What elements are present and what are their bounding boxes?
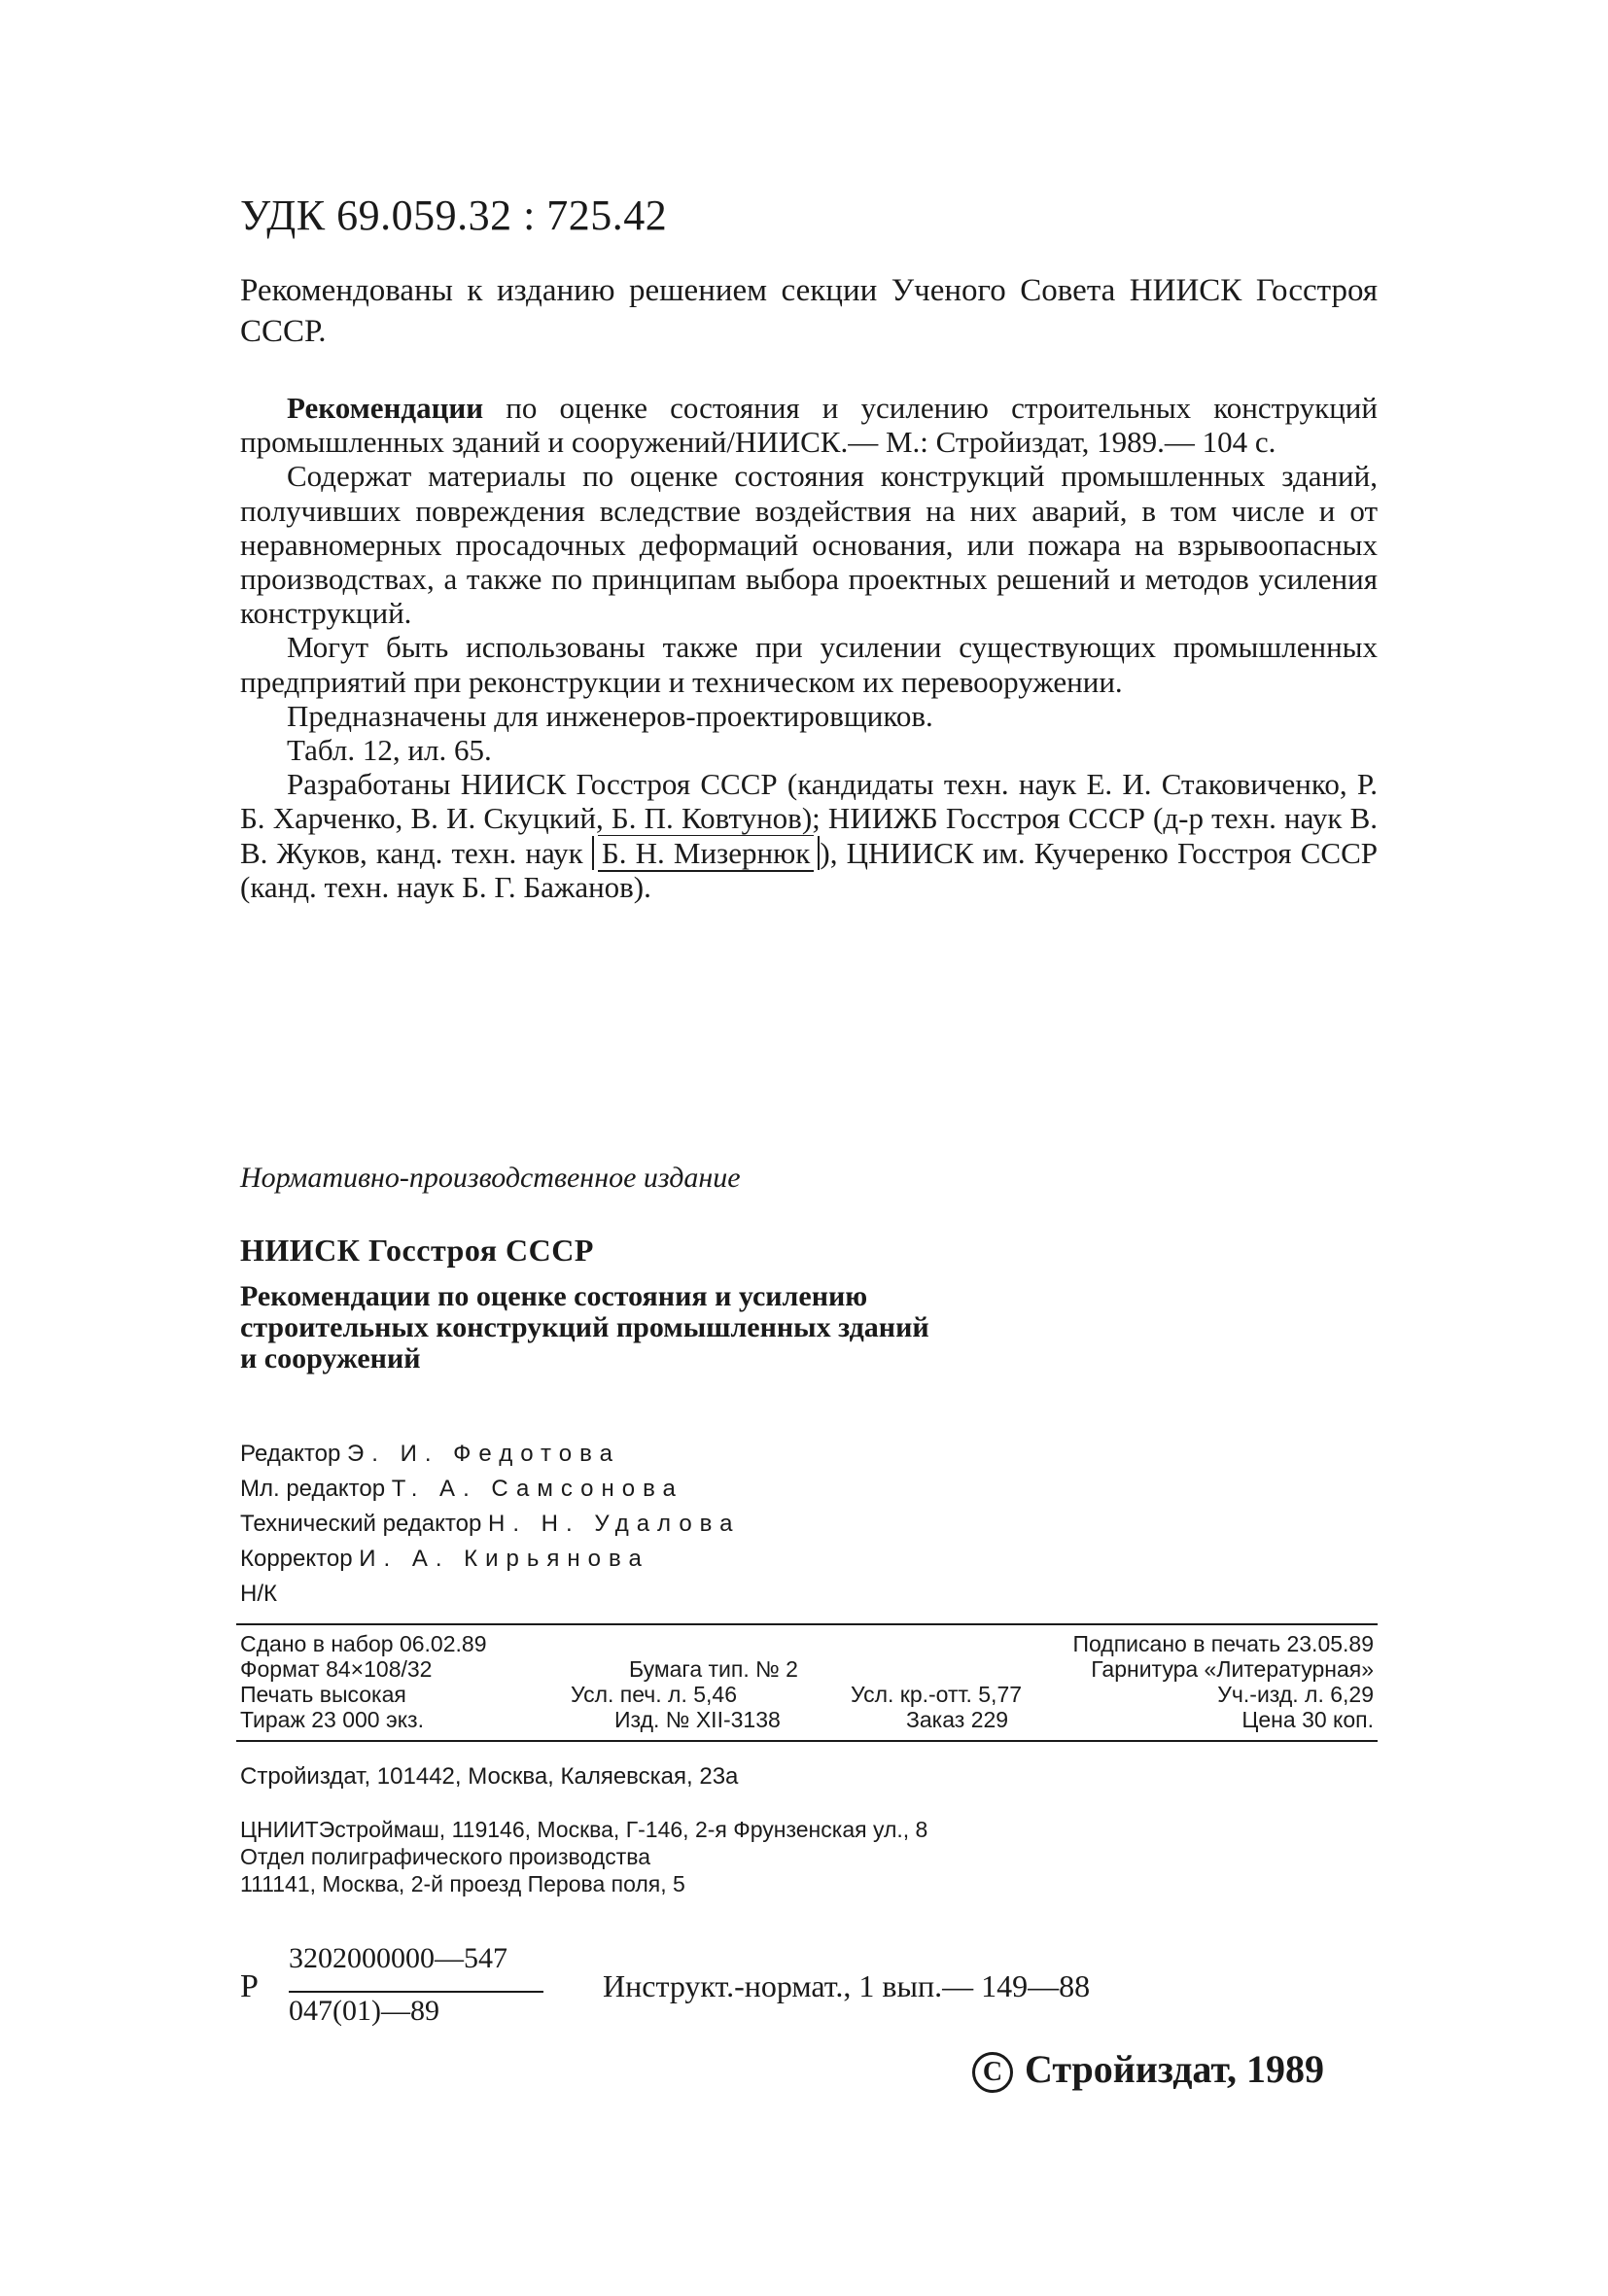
staff-list	[240, 1437, 741, 1612]
imprint-row	[240, 1631, 1374, 1656]
index-denominator: 047(01)—89	[289, 1995, 439, 2027]
index-letter: Р	[240, 1968, 259, 2004]
imprint-row	[240, 1656, 1374, 1682]
imprint-run: Тираж 23 000 экз.	[240, 1707, 424, 1732]
copyright-icon: C	[972, 2052, 1013, 2093]
developers-part-2: ), ЦНИИСК им. Кучеренко Госстроя СССР (канд. техн. наук Б. Г. Бажанов).	[240, 835, 1378, 904]
staff-role: Мл. редактор	[240, 1476, 392, 1502]
staff-proofreader	[240, 1542, 741, 1577]
staff-editor	[240, 1437, 741, 1472]
imprint-color-prints: Усл. кр.-отт. 5,77	[851, 1682, 1023, 1707]
developers-boxed-name: Б. Н. Мизернюк	[598, 835, 814, 872]
book-title-line: и сооружений	[240, 1342, 421, 1374]
book-title-line: строительных конструкций промышленных зданий	[240, 1311, 929, 1343]
staff-tech-editor	[240, 1507, 741, 1542]
imprint-format: Формат 84×108/32	[240, 1656, 433, 1682]
staff-role: Редактор	[240, 1441, 347, 1467]
printer-line: 111141, Москва, 2-й проезд Перова поля, 5	[240, 1871, 685, 1896]
abstract-developers	[240, 767, 1378, 904]
imprint-row	[240, 1682, 1374, 1707]
staff-junior-editor	[240, 1472, 741, 1507]
developers-part-1: Разработаны НИИСК Госстроя СССР (кандидаты техн. наук Е. И. Стаковиченко, Р. Б. Харченко, В. И. Скуцкий, Б. П. Ковтунов); НИИЖБ Госстроя СССР (д-р техн. наук В. В. Жуков, канд. техн. наук	[240, 767, 1378, 870]
staff-name: Т. А. Самсонова	[391, 1476, 683, 1502]
abstract-block	[240, 391, 1378, 904]
staff-role: Технический редактор	[240, 1511, 488, 1537]
abstract-tables: Табл. 12, ил. 65.	[287, 733, 492, 768]
memorial-frame	[592, 836, 820, 870]
recommendation-note: Рекомендованы к изданию решением секции Ученого Совета НИИСК Госстроя СССР.	[240, 273, 1378, 349]
imprint-print-sheets: Усл. печ. л. 5,46	[571, 1682, 737, 1707]
imprint-bottom-rule	[236, 1740, 1378, 1742]
imprint-pub-no: Изд. № XII-3138	[614, 1707, 781, 1732]
abstract-audience: Предназначены для инженеров-проектировщиков.	[287, 698, 933, 733]
imprint-typeface: Гарнитура «Литературная»	[1091, 1656, 1374, 1682]
imprint-sent: Сдано в набор 06.02.89	[240, 1631, 487, 1656]
imprint-pub-sheets: Уч.-изд. л. 6,29	[1217, 1682, 1374, 1707]
imprint-table	[240, 1631, 1374, 1732]
staff-name: Н. Н. Удалова	[488, 1511, 741, 1537]
hk-mark: Н/К	[240, 1581, 277, 1607]
abstract-title-rest: по оценке состояния и усилению строительных конструкций промышленных зданий и сооружений/НИИСК.— М.: Стройиздат, 1989.— 104 с.	[240, 391, 1378, 460]
imprint-signed: Подписано в печать 23.05.89	[1072, 1631, 1374, 1656]
publisher-address: Стройиздат, 101442, Москва, Каляевская, 23а	[240, 1763, 739, 1790]
abstract-contents: Содержат материалы по оценке состояния конструкций промышленных зданий, получивших повреждения вследствие воздействия на них аварий, в том числе и от неравномерных просадочных деформаций основания, или пожара на взрывоопасных производствах, а также по принципам выбора проектных решений и методов усиления конструкций.	[240, 459, 1378, 631]
index-numerator: 3202000000—547	[289, 1942, 507, 1974]
printer-line: ЦНИИТЭстроймаш, 119146, Москва, Г-146, 2-я Фрунзенская ул., 8	[240, 1817, 928, 1842]
staff-name: И. А. Кирьянова	[359, 1546, 649, 1572]
abstract-usage: Могут быть использованы также при усилении существующих промышленных предприятий при реконструкции и техническом их перевооружении.	[240, 630, 1378, 699]
imprint-print: Печать высокая	[240, 1682, 406, 1707]
edition-type: Нормативно-производственное издание	[240, 1162, 741, 1194]
organization-name: НИИСК Госстроя СССР	[240, 1233, 594, 1268]
book-title-line: Рекомендации по оценке состояния и усилению	[240, 1280, 868, 1312]
staff-name: Э. И. Федотова	[346, 1441, 620, 1467]
copyright	[972, 2046, 1324, 2093]
staff-role: Корректор	[240, 1546, 360, 1572]
imprint-price: Цена 30 коп.	[1241, 1707, 1374, 1732]
imprint-row	[240, 1707, 1374, 1732]
imprint-paper: Бумага тип. № 2	[629, 1656, 798, 1682]
abstract-title-bold: Рекомендации	[287, 391, 484, 425]
udk-code: УДК 69.059.32 : 725.42	[240, 191, 668, 239]
abstract-title	[240, 391, 1378, 459]
printer-address	[240, 1816, 927, 1897]
imprint-top-rule	[236, 1623, 1378, 1625]
imprint-order: Заказ 229	[906, 1707, 1009, 1732]
index-fraction-line	[289, 1991, 543, 1993]
index-instruction: Инструкт.-нормат., 1 вып.— 149—88	[603, 1968, 1091, 2003]
printer-line: Отдел полиграфического производства	[240, 1844, 651, 1869]
copyright-text: Стройиздат, 1989	[1025, 2047, 1325, 2091]
book-title	[240, 1281, 1115, 1374]
